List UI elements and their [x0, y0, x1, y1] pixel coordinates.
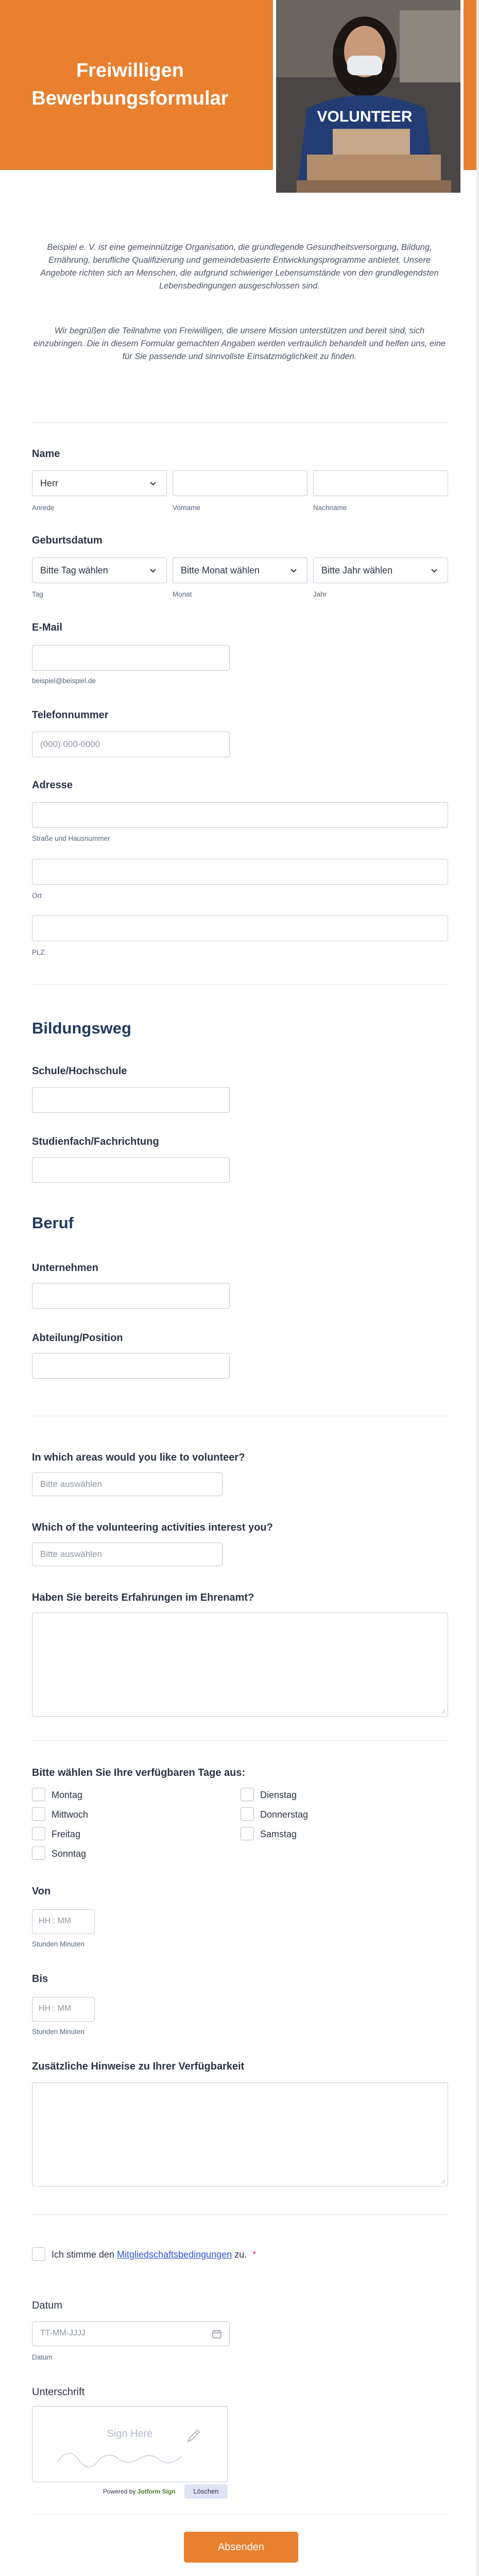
divider: [31, 2514, 448, 2515]
areas-label: In which areas would you like to volunteer?: [32, 1452, 245, 1463]
address-label: Adresse: [32, 779, 73, 791]
checkbox-tuesday[interactable]: [241, 1788, 254, 1801]
notes-label: Zusätzliche Hinweise zu Ihrer Verfügbarkeit: [32, 2061, 245, 2072]
salutation-value: Herr: [40, 478, 58, 488]
date-input[interactable]: [32, 2321, 230, 2346]
activities-placeholder: Bitte auswählen: [40, 1549, 102, 1559]
checkbox-saturday[interactable]: [241, 1827, 254, 1840]
terms-prefix: Ich stimme den: [52, 2249, 117, 2260]
checkbox-wednesday[interactable]: [32, 1807, 45, 1821]
date-sublabel: Datum: [32, 2353, 53, 2361]
city-input[interactable]: [32, 859, 448, 885]
birth-month-value: Bitte Monat wählen: [181, 565, 260, 575]
date-placeholder: TT-MM-JJJJ: [40, 2329, 85, 2337]
subject-label: Studienfach/Fachrichtung: [32, 1136, 159, 1147]
signature-pad[interactable]: [32, 2406, 228, 2482]
last-name-sublabel: Nachname: [313, 504, 347, 512]
education-section-title: Bildungsweg: [32, 1019, 131, 1037]
birth-year-sublabel: Jahr: [313, 590, 327, 598]
job-section-title: Beruf: [32, 1214, 74, 1232]
salutation-select[interactable]: [32, 470, 167, 496]
birth-day-value: Bitte Tag wählen: [40, 565, 108, 575]
checkbox-monday[interactable]: [32, 1788, 45, 1801]
activities-select[interactable]: [32, 1543, 223, 1566]
time-to-sublabel: Stunden Minuten: [32, 2028, 85, 2036]
email-input[interactable]: [32, 645, 230, 671]
birth-day-select[interactable]: [32, 557, 167, 583]
zip-input[interactable]: [32, 916, 448, 941]
chevron-down-icon: [147, 564, 159, 577]
time-to-placeholder: HH : MM: [39, 2004, 72, 2013]
checkbox-label: Montag: [52, 1790, 83, 1800]
company-input[interactable]: [32, 1283, 230, 1309]
form-title-line2: Bewerbungsformular: [31, 88, 229, 109]
powered-by: [103, 2488, 176, 2495]
days-label: Bitte wählen Sie Ihre verfügbaren Tage aus:: [32, 1767, 246, 1778]
time-from-label: Von: [32, 1886, 51, 1897]
divider: [31, 2214, 448, 2215]
phone-label: Telefonnummer: [32, 709, 109, 721]
calendar-icon[interactable]: [212, 2329, 222, 2339]
birth-month-select[interactable]: [173, 557, 307, 583]
clear-signature-button[interactable]: Löschen: [184, 2484, 228, 2499]
notes-textarea[interactable]: [32, 2082, 448, 2187]
intro-paragraph-2: Wir begrüßen die Teilnahme von Freiwilligen, die unsere Mission unterstützen und bereit sind, sich einzubringen. Die in diesem Formular gemachten Angaben werden vertraulich behandelt und helfen uns, eine für Sie passende und sinnvollste Einsatzmöglichkeit zu finden.: [33, 326, 446, 361]
last-name-input[interactable]: [313, 470, 448, 496]
birth-month-sublabel: Monat: [173, 590, 192, 598]
salutation-sublabel: Anrede: [32, 504, 55, 512]
submit-button[interactable]: Absenden: [184, 2532, 298, 2563]
checkbox-label: Sonntag: [52, 1849, 87, 1859]
chevron-down-icon: [147, 477, 159, 489]
areas-select[interactable]: [32, 1472, 223, 1496]
name-label: Name: [32, 448, 60, 460]
terms-text: [52, 2249, 256, 2260]
subject-input[interactable]: [32, 1157, 230, 1183]
city-sublabel: Ort: [32, 892, 42, 900]
position-input[interactable]: [32, 1353, 230, 1379]
school-label: Schule/Hochschule: [32, 1065, 127, 1077]
birth-year-select[interactable]: [313, 557, 448, 583]
resize-handle-icon[interactable]: [440, 2179, 446, 2184]
activities-label: Which of the volunteering activities interest you?: [32, 1522, 273, 1533]
checkbox-sunday[interactable]: [32, 1846, 45, 1860]
phone-input[interactable]: [32, 732, 230, 757]
street-input[interactable]: [32, 802, 448, 828]
email-sublabel: beispiel@beispiel.de: [32, 677, 96, 685]
page-edge: [476, 0, 479, 2576]
school-input[interactable]: [32, 1087, 230, 1113]
terms-checkbox[interactable]: [32, 2247, 45, 2261]
birth-day-sublabel: Tag: [32, 590, 43, 598]
pen-icon: [185, 2426, 203, 2445]
powered-brand: Jotform Sign: [137, 2488, 176, 2495]
signature-scribble-icon: [53, 2441, 208, 2471]
experience-textarea[interactable]: [32, 1613, 448, 1717]
shirt-text: VOLUNTEER: [317, 108, 413, 125]
time-from-sublabel: Stunden Minuten: [32, 1940, 85, 1948]
chevron-down-icon: [287, 564, 300, 577]
checkbox-thursday[interactable]: [241, 1807, 254, 1821]
time-to-label: Bis: [32, 1973, 48, 1985]
signature-placeholder: Sign Here: [107, 2428, 153, 2439]
first-name-input[interactable]: [173, 470, 307, 496]
email-label: E-Mail: [32, 622, 62, 633]
divider: [31, 1740, 448, 1741]
street-sublabel: Straße und Hausnummer: [32, 835, 110, 842]
first-name-sublabel: Vorname: [173, 504, 201, 512]
divider: [31, 984, 448, 985]
position-label: Abteilung/Position: [32, 1332, 123, 1344]
intro-paragraph-1: Beispiel e. V. ist eine gemeinnützige Organisation, die grundlegende Gesundheitsversorgung, Bildung, Ernährung, berufliche Qualifizierung und gemeindebasierte Entwicklungsprogramme anbietet. Unsere Angebote richten sich an Menschen, die aufgrund schwieriger Lebensumstände von den grundlegendsten Lebensbedingungen ausgeschlossen sind.: [40, 243, 439, 291]
checkbox-label: Samstag: [260, 1829, 297, 1839]
areas-placeholder: Bitte auswählen: [40, 1479, 102, 1489]
volunteer-photo: [273, 0, 464, 196]
powered-prefix: Powered by: [103, 2488, 138, 2495]
birth-year-value: Bitte Jahr wählen: [321, 565, 393, 575]
signature-label: Unterschrift: [32, 2386, 85, 2398]
time-from-placeholder: HH : MM: [39, 1917, 72, 1925]
volunteer-photo-illustration: [276, 0, 460, 196]
company-label: Unternehmen: [32, 1262, 98, 1274]
checkbox-friday[interactable]: [32, 1827, 45, 1840]
checkbox-label: Mittwoch: [52, 1809, 89, 1820]
date-label: Datum: [32, 2300, 62, 2311]
checkbox-label: Freitag: [52, 1829, 81, 1839]
chevron-down-icon: [428, 564, 440, 577]
phone-placeholder: (000) 000-0000: [40, 739, 100, 749]
terms-link[interactable]: Mitgliedschaftsbedingungen: [117, 2249, 232, 2260]
resize-handle-icon[interactable]: [440, 1709, 446, 1714]
terms-suffix: zu.: [232, 2249, 247, 2260]
required-mark: *: [252, 2249, 256, 2260]
form-title-line1: Freiwilligen: [76, 60, 184, 81]
divider: [31, 422, 448, 423]
checkbox-label: Donnerstag: [260, 1809, 309, 1820]
experience-label: Haben Sie bereits Erfahrungen im Ehrenamt?: [32, 1592, 254, 1603]
checkbox-label: Dienstag: [260, 1790, 297, 1800]
form-title: [0, 57, 260, 112]
zip-sublabel: PLZ: [32, 948, 45, 956]
birthdate-label: Geburtsdatum: [32, 535, 102, 546]
time-to-input[interactable]: [32, 1997, 95, 2022]
time-from-input[interactable]: [32, 1909, 95, 1934]
